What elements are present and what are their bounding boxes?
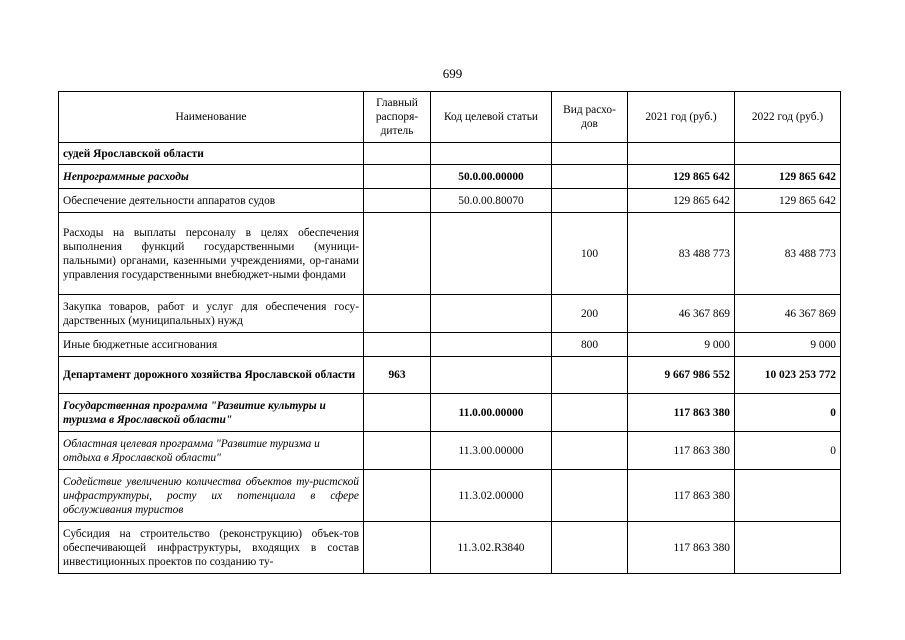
row-code: 11.3.02.00000 xyxy=(431,470,552,522)
row-manager xyxy=(364,470,431,522)
row-2022: 129 865 642 xyxy=(735,189,841,213)
row-2022: 0 xyxy=(735,394,841,432)
row-2022 xyxy=(735,470,841,522)
row-name: Обеспечение деятельности аппаратов судов xyxy=(59,189,364,213)
row-2021: 117 863 380 xyxy=(628,432,735,470)
row-expense-type xyxy=(552,357,628,394)
row-manager xyxy=(364,522,431,574)
row-code xyxy=(431,357,552,394)
row-name: Областная целевая программа "Развитие туризма и отдыха в Ярославской области" xyxy=(59,432,364,470)
row-name: Субсидия на строительство (реконструкцию) объек-тов обеспечивающей инфраструктуры, входящих в состав инвестиционных проектов по созданию ту- xyxy=(59,522,364,574)
row-expense-type: 200 xyxy=(552,295,628,333)
row-code xyxy=(431,143,552,165)
row-manager xyxy=(364,394,431,432)
table-row xyxy=(59,470,841,522)
row-name: Расходы на выплаты персоналу в целях обеспечения выполнения функций государственными (муници-пальными) органами, казенными учреждениями, ор-ганами управления государственными внебюджет-ными фондами xyxy=(59,213,364,295)
budget-table xyxy=(58,91,841,574)
row-expense-type xyxy=(552,522,628,574)
row-code xyxy=(431,213,552,295)
row-code: 11.3.00.00000 xyxy=(431,432,552,470)
row-2021: 117 863 380 xyxy=(628,394,735,432)
table-row xyxy=(59,357,841,394)
row-name: Закупка товаров, работ и услуг для обеспечения госу-дарственных (муниципальных) нужд xyxy=(59,295,364,333)
row-manager xyxy=(364,333,431,357)
row-manager xyxy=(364,189,431,213)
column-header-2022: 2022 год (руб.) xyxy=(735,92,841,143)
row-expense-type xyxy=(552,432,628,470)
row-name: Непрограммные расходы xyxy=(59,165,364,189)
row-2021: 117 863 380 xyxy=(628,522,735,574)
row-2022 xyxy=(735,143,841,165)
row-manager xyxy=(364,165,431,189)
row-2022: 46 367 869 xyxy=(735,295,841,333)
row-manager xyxy=(364,432,431,470)
row-2022: 0 xyxy=(735,432,841,470)
table-row xyxy=(59,295,841,333)
table-row xyxy=(59,394,841,432)
row-expense-type xyxy=(552,394,628,432)
row-name: Содействие увеличению количества объектов ту-ристской инфраструктуры, росту их потенциала в сфере обслуживания туристов xyxy=(59,470,364,522)
row-2021: 9 667 986 552 xyxy=(628,357,735,394)
column-header-name: Наименование xyxy=(59,92,364,143)
row-2021: 129 865 642 xyxy=(628,189,735,213)
table-row xyxy=(59,432,841,470)
row-2021: 117 863 380 xyxy=(628,470,735,522)
row-expense-type: 800 xyxy=(552,333,628,357)
row-manager: 963 xyxy=(364,357,431,394)
row-expense-type xyxy=(552,189,628,213)
table-header-row xyxy=(59,92,841,143)
row-code xyxy=(431,295,552,333)
table-row xyxy=(59,165,841,189)
row-expense-type xyxy=(552,165,628,189)
row-code: 50.0.00.80070 xyxy=(431,189,552,213)
row-2022: 9 000 xyxy=(735,333,841,357)
row-2021: 46 367 869 xyxy=(628,295,735,333)
row-name: Иные бюджетные ассигнования xyxy=(59,333,364,357)
table-row xyxy=(59,522,841,574)
row-2022: 129 865 642 xyxy=(735,165,841,189)
column-header-manager: Главный распоря-дитель xyxy=(364,92,431,143)
row-2021 xyxy=(628,143,735,165)
table-row xyxy=(59,143,841,165)
row-name: Департамент дорожного хозяйства Ярославской области xyxy=(59,357,364,394)
row-2021: 83 488 773 xyxy=(628,213,735,295)
column-header-2021: 2021 год (руб.) xyxy=(628,92,735,143)
row-2021: 129 865 642 xyxy=(628,165,735,189)
table-row xyxy=(59,333,841,357)
row-2022: 10 023 253 772 xyxy=(735,357,841,394)
row-code xyxy=(431,333,552,357)
row-expense-type xyxy=(552,470,628,522)
row-manager xyxy=(364,213,431,295)
row-2022: 83 488 773 xyxy=(735,213,841,295)
row-code: 50.0.00.00000 xyxy=(431,165,552,189)
table-row xyxy=(59,189,841,213)
row-2022 xyxy=(735,522,841,574)
column-header-expense-type: Вид расхо-дов xyxy=(552,92,628,143)
row-2021: 9 000 xyxy=(628,333,735,357)
row-expense-type: 100 xyxy=(552,213,628,295)
table-row xyxy=(59,213,841,295)
page-number: 699 xyxy=(442,66,463,81)
row-name: судей Ярославской области xyxy=(59,143,364,165)
column-header-code: Код целевой статьи xyxy=(431,92,552,143)
row-manager xyxy=(364,295,431,333)
row-name: Государственная программа "Развитие культуры и туризма в Ярославской области" xyxy=(59,394,364,432)
row-manager xyxy=(364,143,431,165)
row-code: 11.3.02.R3840 xyxy=(431,522,552,574)
row-code: 11.0.00.00000 xyxy=(431,394,552,432)
row-expense-type xyxy=(552,143,628,165)
